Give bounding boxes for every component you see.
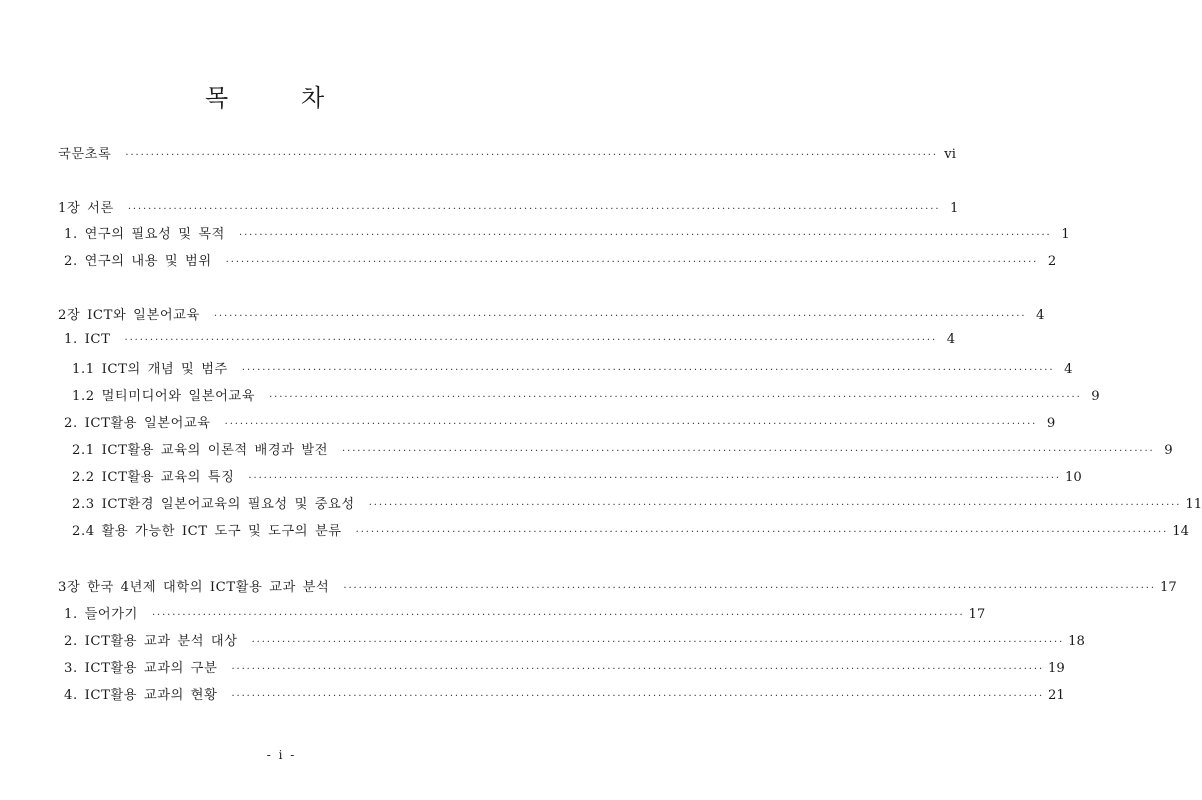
toc-entry-label: 국문초록 [58,147,112,162]
toc-leader-dots: ································································································································································ [248,473,1062,484]
toc-leader-dots: ································································································································································ [224,419,1038,430]
toc-leader-dots: ································································································································································ [225,257,1039,268]
toc-entry-page: 17 [1159,580,1177,595]
toc-entry-2-1-2[interactable] [72,385,1100,405]
toc-leader-dots: ································································································································································ [269,392,1082,403]
toc-entry-2-2-3[interactable] [72,493,1202,513]
toc-entry-page: 18 [1068,634,1085,649]
toc-entry-label: 2.2 ICT활용 교육의 특징 [72,470,235,485]
toc-leader-dots: ································································································································································ [125,150,938,161]
title-char-1: 목 [205,84,229,112]
toc-entry-label: 1장 서론 [58,201,114,216]
toc-leader-dots: ································································································································································ [251,637,1065,648]
toc-entry-chapter-3[interactable] [58,576,1177,596]
toc-entry-page: 9 [1164,443,1173,458]
toc-entry-label: 4. ICT활용 교과의 현황 [64,688,218,703]
toc-leader-dots: ································································································································································ [343,583,1156,594]
toc-leader-dots: ································································································································································ [231,691,1045,702]
toc-entry-page: 1 [950,201,959,216]
toc-entry-3-1[interactable] [64,603,986,623]
toc-entry-3-3[interactable] [64,657,1065,677]
toc-entry-2-2-1[interactable] [72,439,1173,459]
toc-entry-label: 3장 한국 4년제 대학의 ICT활용 교과 분석 [58,580,330,595]
toc-entry-page: 14 [1172,524,1189,539]
toc-entry-chapter-1[interactable] [58,197,959,217]
toc-entry-3-4[interactable] [64,684,1065,704]
toc-entry-page: 2 [1047,254,1057,269]
toc-leader-dots: ································································································································································ [368,500,1182,511]
toc-leader-dots: ································································································································································ [239,230,1052,241]
page-number-footer: - i - [266,748,297,762]
toc-entry-1-1[interactable] [64,223,1070,243]
toc-entry-page: 19 [1048,661,1065,676]
toc-entry-label: 2.3 ICT환경 일본어교육의 필요성 및 중요성 [72,497,355,512]
toc-entry-page: 4 [1064,362,1073,377]
toc-entry-page: 17 [968,607,986,622]
toc-leader-dots: ································································································································································ [355,527,1169,538]
toc-entry-chapter-2[interactable] [58,304,1045,324]
toc-entry-page: 10 [1065,470,1082,485]
toc-entry-page: 9 [1046,416,1056,431]
toc-entry-2-2-2[interactable] [72,466,1082,486]
toc-entry-page: 1 [1061,227,1070,242]
toc-entry-page: 4 [946,332,956,347]
toc-entry-2-2[interactable] [64,412,1056,432]
toc-entry-label: 2. 연구의 내용 및 범위 [64,254,212,269]
toc-entry-2-1[interactable] [64,332,956,352]
toc-entry-label: 2.4 활용 가능한 ICT 도구 및 도구의 분류 [72,524,342,539]
toc-leader-dots: ································································································································································ [241,365,1055,376]
toc-leader-dots: ································································································································································ [151,610,965,621]
toc-entry-3-2[interactable] [64,630,1085,650]
toc-entry-page: vi [944,147,956,162]
toc-entry-label: 1.2 멀티미디어와 일본어교육 [72,389,256,404]
toc-entry-label: 1. 들어가기 [64,607,138,622]
toc-entry-1-2[interactable] [64,250,1057,270]
toc-entry-label: 2장 ICT와 일본어교육 [58,308,200,323]
toc-entry-page: 11 [1185,497,1202,512]
toc-entry-label: 1.1 ICT의 개념 및 범주 [72,362,228,377]
toc-entry-page: 9 [1091,389,1100,404]
title-char-2: 차 [301,84,325,112]
toc-entry-label: 2. ICT활용 교과 분석 대상 [64,634,238,649]
toc-entry-page: 4 [1036,308,1045,323]
toc-entry-2-2-4[interactable] [72,520,1189,540]
toc-entry-page: 21 [1048,688,1065,703]
page-title [0,78,563,110]
toc-entry-abstract[interactable] [58,143,956,163]
toc-leader-dots: ································································································································································ [213,311,1027,322]
toc-entry-label: 2.1 ICT활용 교육의 이론적 배경과 발전 [72,443,329,458]
toc-entry-label: 3. ICT활용 교과의 구분 [64,661,218,676]
toc-leader-dots: ································································································································································ [124,335,938,346]
toc-leader-dots: ································································································································································ [127,204,941,215]
toc-entry-2-1-1[interactable] [72,358,1073,378]
toc-entry-label: 2. ICT활용 일본어교육 [64,416,211,431]
toc-entry-label: 1. ICT [64,332,111,347]
toc-leader-dots: ································································································································································ [231,664,1045,675]
toc-leader-dots: ································································································································································ [342,446,1155,457]
toc-entry-label: 1. 연구의 필요성 및 목적 [64,227,226,242]
